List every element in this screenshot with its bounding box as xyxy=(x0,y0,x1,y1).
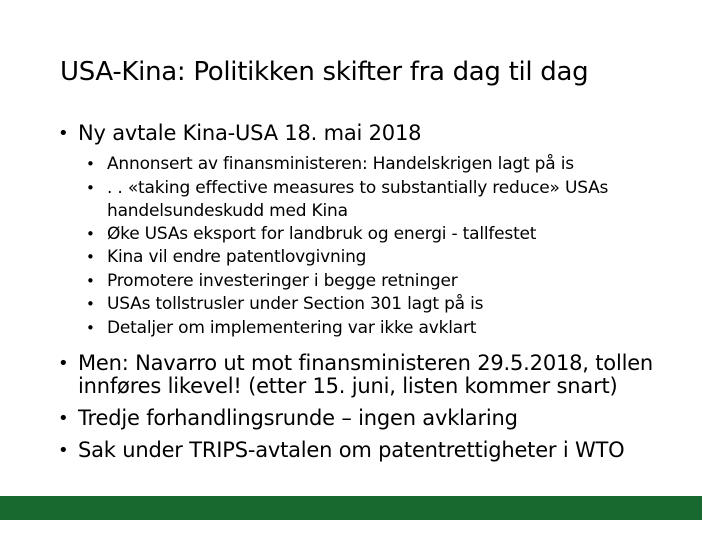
footer-bar xyxy=(0,496,702,520)
bullet-item xyxy=(58,352,706,398)
sub-bullet-list xyxy=(86,153,706,340)
bullet-text: Ny avtale Kina-USA 18. mai 2018 xyxy=(78,121,422,145)
sub-bullet-text: . . «taking effective measures to substantially reduce» USAs handelsundeskudd med Kina xyxy=(107,177,609,221)
sub-bullet-dot-icon: • xyxy=(86,295,95,313)
sub-bullet-dot-icon: • xyxy=(86,224,95,243)
sub-bullet-dot-icon: • xyxy=(86,178,95,197)
sub-bullet-dot-icon: • xyxy=(86,271,95,290)
sub-bullet-item xyxy=(86,177,706,223)
sub-bullet-text: Detaljer om implementering var ikke avklart xyxy=(107,317,477,338)
sub-bullet-dot-icon: • xyxy=(86,155,95,173)
slide-body xyxy=(58,122,706,462)
bullet-item xyxy=(58,122,706,145)
sub-bullet-item xyxy=(86,223,706,247)
sub-bullet-item xyxy=(86,317,706,341)
sub-bullet-item xyxy=(86,270,706,294)
sub-bullet-text: Annonsert av finansministeren: Handelskrigen lagt på is xyxy=(107,154,574,174)
sub-bullet-item xyxy=(86,153,706,177)
slide-title: USA-Kina: Politikken skifter fra dag til dag xyxy=(60,57,589,87)
sub-bullet-text: Kina vil endre patentlovgivning xyxy=(107,247,367,267)
sub-bullet-item xyxy=(86,246,706,270)
bullet-item xyxy=(58,439,706,462)
bullet-item xyxy=(58,407,706,430)
bullet-text: Sak under TRIPS-avtalen om patentrettigheter i WTO xyxy=(78,438,625,462)
bullet-dot-icon: • xyxy=(58,408,69,429)
bullet-dot-icon: • xyxy=(58,353,69,374)
sub-bullet-text: Promotere investeringer i begge retninger xyxy=(107,270,458,291)
sub-bullet-dot-icon: • xyxy=(86,318,95,337)
sub-bullet-dot-icon: • xyxy=(86,248,95,266)
bullet-text: Tredje forhandlingsrunde – ingen avklaring xyxy=(78,406,518,430)
sub-bullet-item xyxy=(86,293,706,317)
sub-bullet-text: USAs tollstrusler under Section 301 lagt på is xyxy=(107,294,484,314)
sub-bullet-text: Øke USAs eksport for landbruk og energi - tallfestet xyxy=(107,223,537,244)
bullet-text: Men: Navarro ut mot finansministeren 29.5.2018, tollen innføres likevel! (etter 15. juni, listen kommer snart) xyxy=(78,351,654,398)
bullet-dot-icon: • xyxy=(58,440,69,461)
bullet-dot-icon: • xyxy=(58,123,69,144)
